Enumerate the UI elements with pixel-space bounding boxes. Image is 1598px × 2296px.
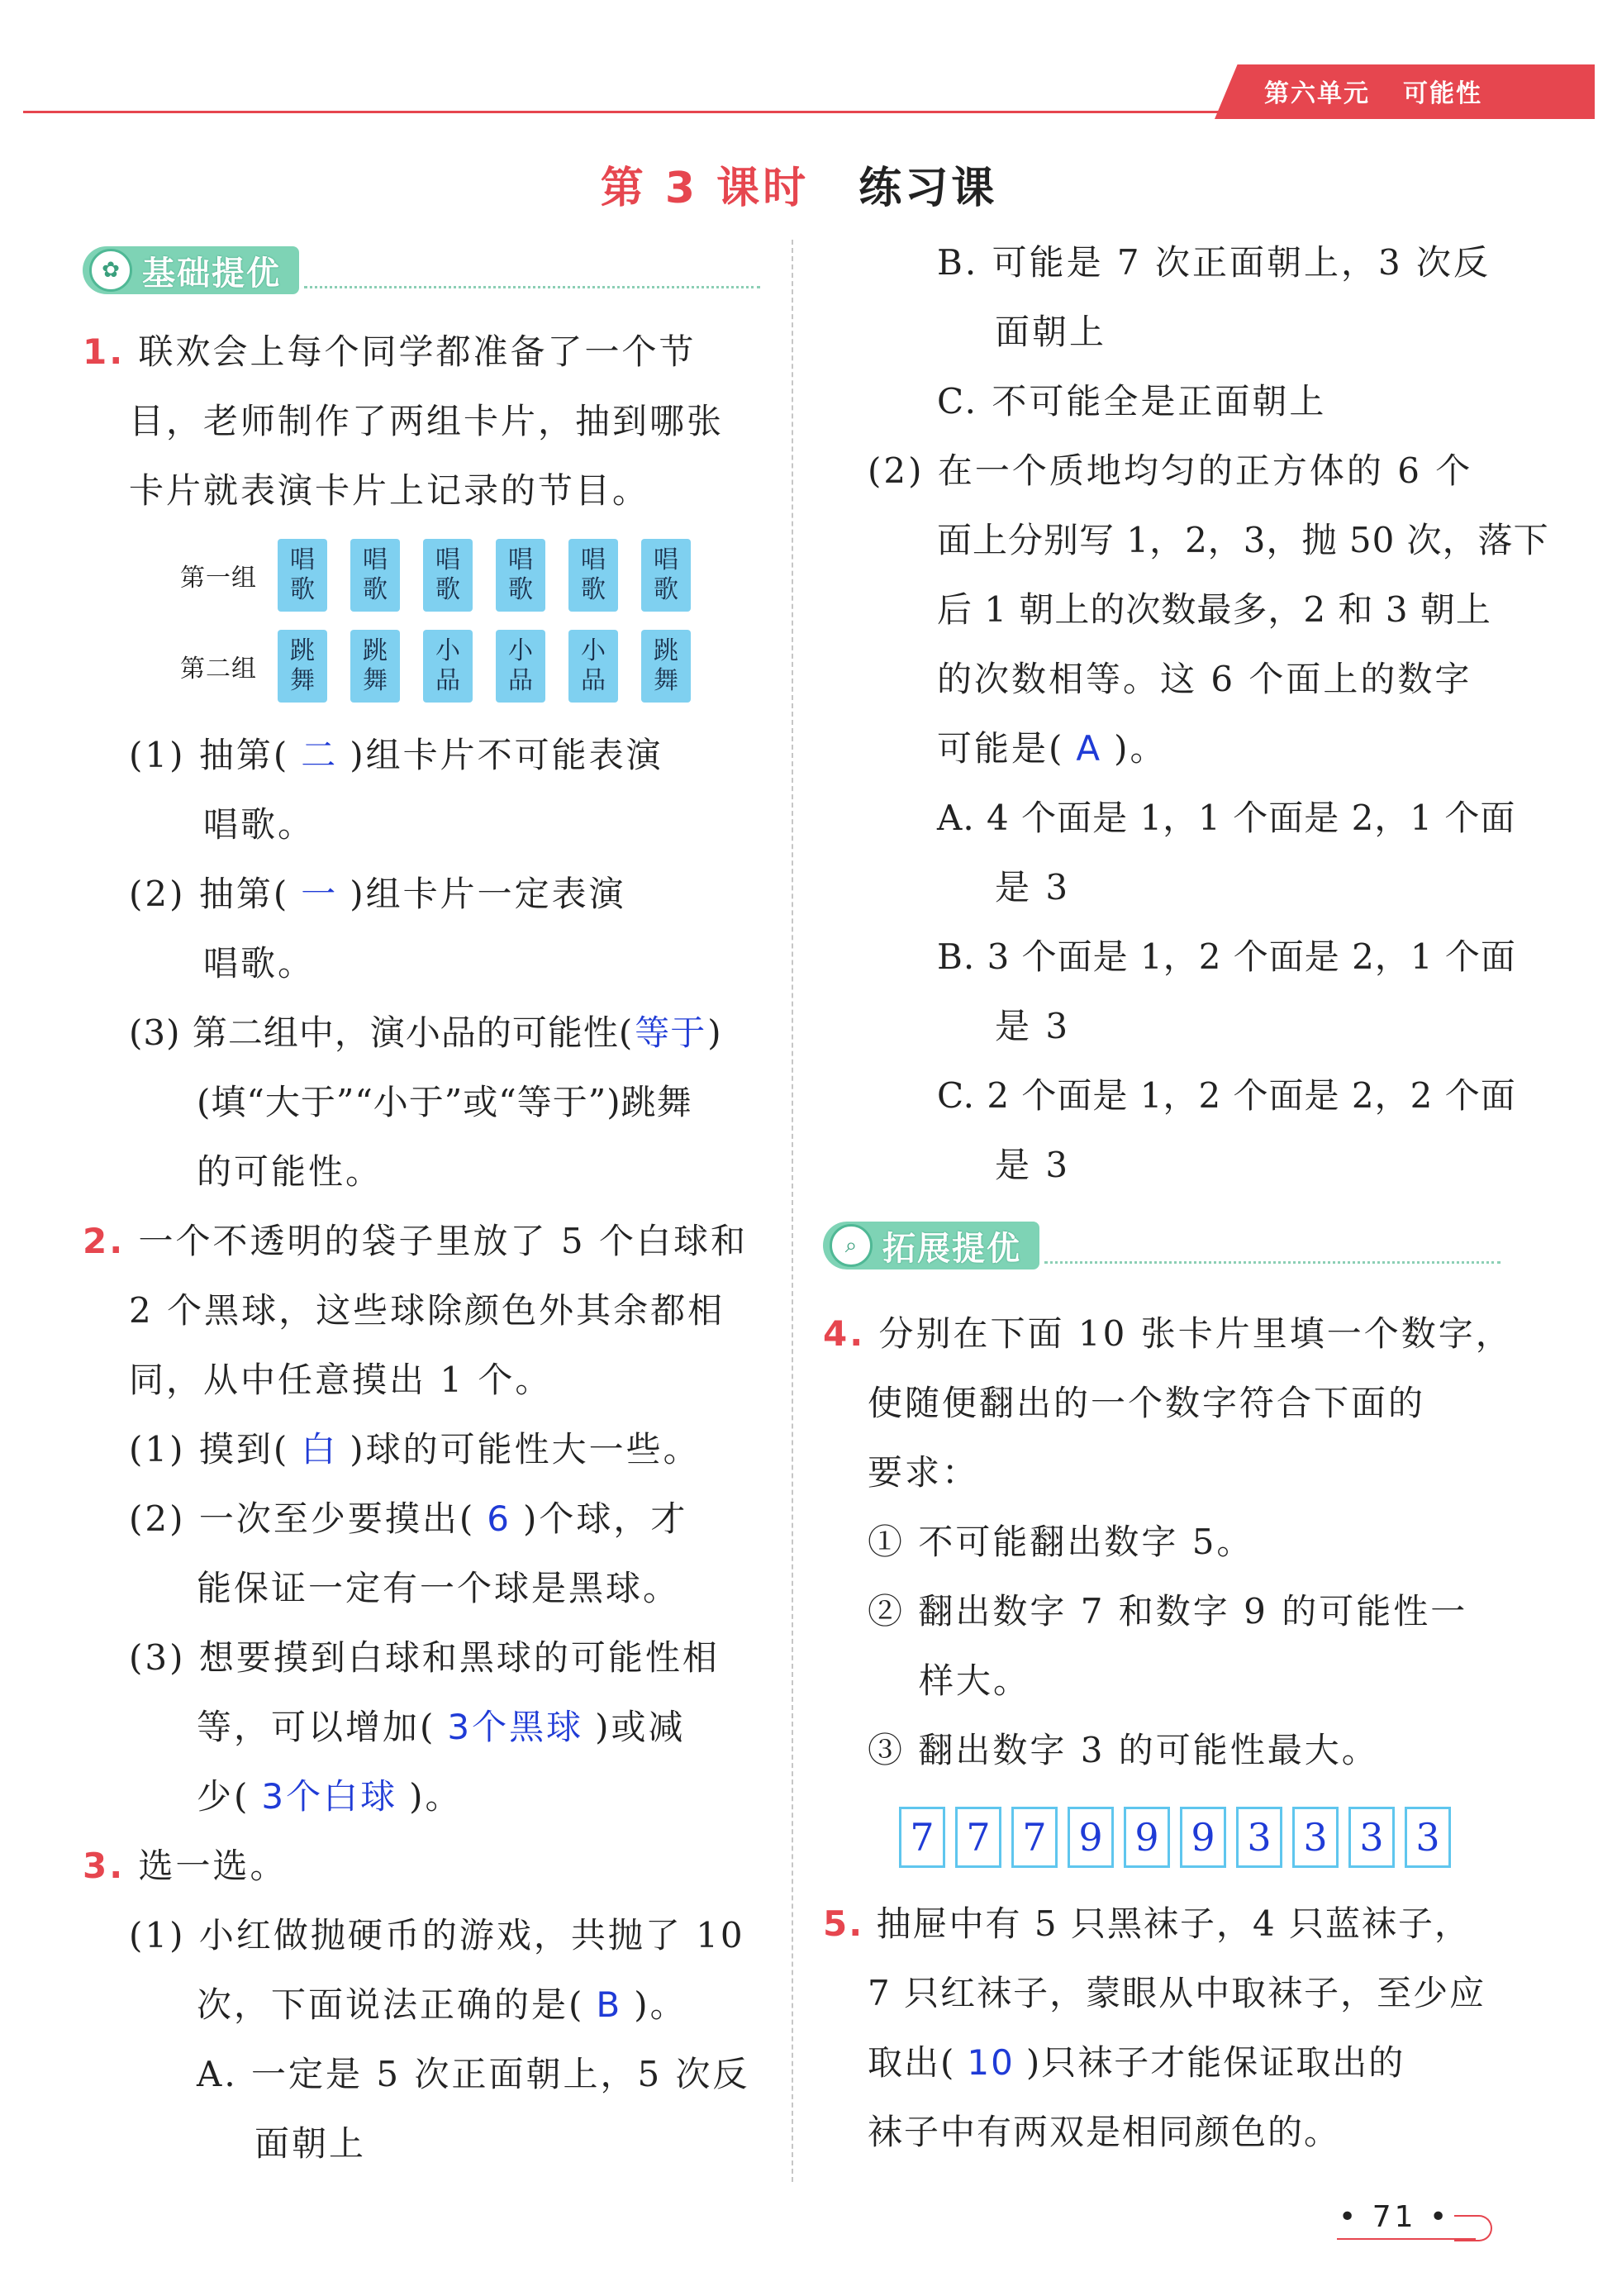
number-card: 9 (1068, 1807, 1114, 1868)
page-number-curl (1454, 2215, 1492, 2241)
q2-text-2: 2 个黑球，这些球除颜色外其余都相 (129, 1290, 725, 1331)
q4-cards (899, 1807, 1461, 1868)
q3-line-1: 3. 选一选。 (83, 1846, 288, 1886)
q4-text-2: 使随便翻出的一个数字符合下面的 (868, 1383, 1426, 1423)
q1-number: 1. (83, 331, 126, 372)
q1-group1-row (180, 539, 714, 612)
answer: 3个黑球 (447, 1707, 584, 1747)
q3-p2-optC-cont: 是 3 (995, 1145, 1071, 1185)
q1-p2-cont: 唱歌。 (203, 943, 316, 984)
q3-p2-optC: C. 2 个面是 1，2 个面是 2，2 个面 (937, 1075, 1516, 1116)
answer: 一 (301, 874, 339, 914)
q2-p3-end: 少( 3个白球 )。 (197, 1776, 463, 1817)
answer: 白 (301, 1429, 339, 1470)
q5-line-2: 7 只红袜子，蒙眼从中取袜子，至少应 (868, 1973, 1486, 2013)
q4-rule-2: ② 翻出数字 7 和数字 9 的可能性一 (868, 1591, 1468, 1631)
q1-card: 唱 歌 (641, 539, 691, 612)
number-card: 7 (899, 1807, 945, 1868)
section-extend-header (823, 1218, 1501, 1273)
q1-group2-label: 第二组 (180, 655, 257, 684)
section-basic-pill (83, 246, 299, 294)
q3-p2-5: 可能是( A )。 (937, 728, 1168, 769)
q3-p2-3: 后 1 朝上的次数最多，2 和 3 朝上 (937, 589, 1491, 630)
q1-p1: (1) 抽第( 二 )组卡片不可能表演 (129, 735, 663, 775)
q1-text-1: 联欢会上每个同学都准备了一个节 (138, 331, 697, 372)
q2-p3: (3) 想要摸到白球和黑球的可能性相 (129, 1637, 720, 1678)
q3-p2-4: 的次数相等。这 6 个面上的数字 (937, 659, 1472, 699)
q5-line-1: 5. 抽屉中有 5 只黑袜子，4 只蓝袜子， (823, 1903, 1472, 1944)
q3-p2-1: (2) 在一个质地均匀的正方体的 6 个 (868, 450, 1473, 491)
topic-label: 可能性 (1403, 79, 1482, 108)
answer: A (1076, 728, 1103, 769)
q3-p2-2: 面上分别写 1，2，3，抛 50 次，落下 (937, 520, 1549, 560)
section-basic-label: 基础提优 (142, 254, 281, 293)
answer: B (596, 1984, 623, 2025)
page-title (0, 153, 1598, 215)
q3-p1: (1) 小红做抛硬币的游戏，共抛了 10 (129, 1915, 745, 1955)
section-basic-dots (304, 286, 760, 288)
section-extend-pill (823, 1222, 1039, 1269)
header-breadcrumb (1264, 73, 1515, 109)
q2-number: 2. (83, 1221, 126, 1261)
answer: 3个白球 (261, 1776, 398, 1817)
column-divider (792, 240, 793, 2182)
q3-optC: C. 不可能全是正面朝上 (937, 381, 1327, 422)
q1-p3: (3) 第二组中，演小品的可能性(等于) (129, 1012, 722, 1053)
q2-p1: (1) 摸到( 白 )球的可能性大一些。 (129, 1429, 701, 1470)
section-extend-dots (1044, 1261, 1501, 1264)
q1-group1-label: 第一组 (180, 564, 257, 593)
answer: 6 (487, 1498, 511, 1539)
q3-p1-cont: 次，下面说法正确的是( B )。 (197, 1984, 687, 2025)
q1-card: 跳 舞 (350, 630, 400, 703)
q3-optA-cont: 面朝上 (254, 2123, 367, 2164)
section-extend-label: 拓展提优 (882, 1229, 1021, 1268)
q1-card: 唱 歌 (423, 539, 473, 612)
q1-card: 唱 歌 (278, 539, 327, 612)
q4-rule-2-cont: 样大。 (919, 1660, 1031, 1701)
lesson-number: 第 3 课时 (600, 164, 810, 213)
q3-p2-optA-cont: 是 3 (995, 867, 1071, 907)
q2-p2-cont: 能保证一定有一个球是黑球。 (197, 1568, 681, 1608)
q4-number: 4. (823, 1313, 866, 1354)
q1-p1-cont: 唱歌。 (203, 804, 316, 845)
q1-card: 唱 歌 (568, 539, 618, 612)
q2-text-3: 同，从中任意摸出 1 个。 (129, 1360, 553, 1400)
answer: 10 (967, 2042, 1015, 2083)
q3-p2-optA: A. 4 个面是 1，1 个面是 2，1 个面 (937, 798, 1516, 838)
q2-line-1: 2. 一个不透明的袋子里放了 5 个白球和 (83, 1221, 748, 1261)
sprout-icon: ✿ (89, 249, 132, 292)
magnifier-icon: ⌕ (830, 1224, 873, 1267)
q1-card: 小 品 (496, 630, 545, 703)
q1-group2-row (180, 630, 714, 703)
q4-line-1: 4. 分别在下面 10 张卡片里填一个数字， (823, 1313, 1513, 1354)
q1-card: 跳 舞 (641, 630, 691, 703)
page-number: • 71 • (1339, 2200, 1451, 2234)
q3-optA: A. 一定是 5 次正面朝上，5 次反 (197, 2054, 750, 2094)
q1-p2: (2) 抽第( 一 )组卡片一定表演 (129, 874, 626, 914)
lesson-name: 练习课 (858, 164, 998, 213)
q1-text-2: 目，老师制作了两组卡片，抽到哪张 (129, 401, 725, 441)
q3-optB-cont: 面朝上 (995, 312, 1107, 352)
number-card: 9 (1124, 1807, 1170, 1868)
q2-p2: (2) 一次至少要摸出( 6 )个球，才 (129, 1498, 688, 1539)
q2-p3-cont: 等，可以增加( 3个黑球 )或减 (197, 1707, 686, 1747)
number-card: 7 (955, 1807, 1001, 1868)
q1-card: 跳 舞 (278, 630, 327, 703)
number-card: 3 (1236, 1807, 1282, 1868)
number-card: 3 (1405, 1807, 1451, 1868)
q3-optB: B. 可能是 7 次正面朝上，3 次反 (937, 242, 1491, 283)
q1-card: 小 品 (423, 630, 473, 703)
number-card: 9 (1180, 1807, 1226, 1868)
q5-number: 5. (823, 1903, 864, 1944)
q5-line-4: 袜子中有两双是相同颜色的。 (868, 2112, 1341, 2152)
number-card: 3 (1348, 1807, 1395, 1868)
number-card: 3 (1292, 1807, 1339, 1868)
answer: 等于 (635, 1012, 706, 1053)
header-rule (23, 111, 1229, 113)
q1-p3-end: 的可能性。 (197, 1151, 383, 1192)
q3-p2-optB-cont: 是 3 (995, 1006, 1071, 1046)
q3-p2-optB: B. 3 个面是 1，2 个面是 2，1 个面 (937, 936, 1516, 977)
q1-card: 小 品 (568, 630, 618, 703)
q1-card: 唱 歌 (350, 539, 400, 612)
unit-label: 第六单元 (1264, 79, 1370, 108)
q4-rule-1: ① 不可能翻出数字 5。 (868, 1522, 1254, 1562)
q4-rule-3: ③ 翻出数字 3 的可能性最大。 (868, 1730, 1379, 1770)
q3-number: 3. (83, 1846, 126, 1886)
section-basic-header (83, 243, 760, 298)
q1-p3-cont: (填“大于”“小于”或“等于”)跳舞 (197, 1082, 692, 1122)
q1-card: 唱 歌 (496, 539, 545, 612)
q1-text-3: 卡片就表演卡片上记录的节目。 (129, 470, 650, 511)
q4-text-3: 要求： (868, 1452, 980, 1493)
q5-line-3: 取出( 10 )只袜子才能保证取出的 (868, 2042, 1405, 2083)
number-card: 7 (1011, 1807, 1058, 1868)
answer: 二 (301, 735, 339, 775)
q1-line-1 (83, 317, 697, 387)
